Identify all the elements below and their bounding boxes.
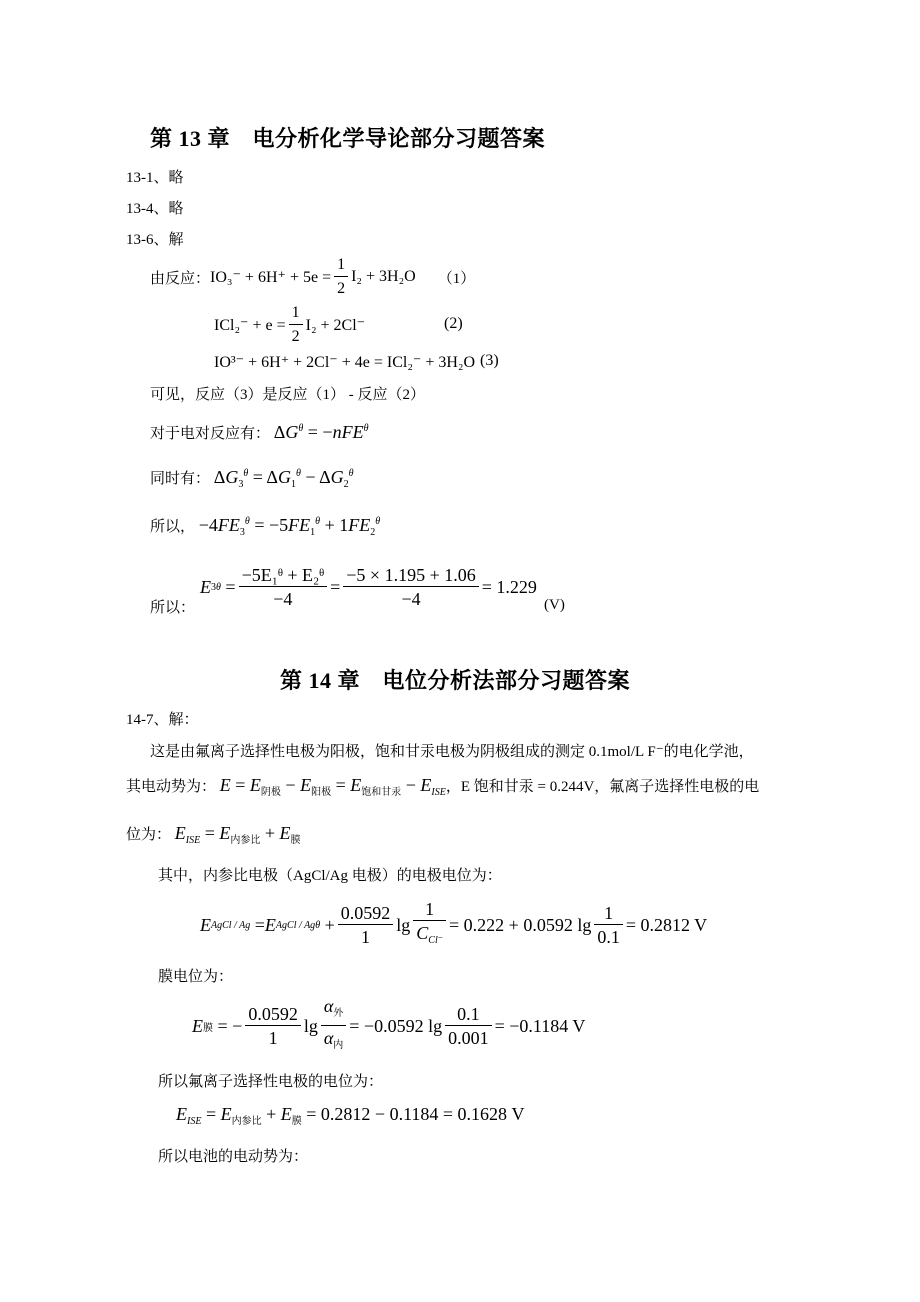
reaction-2-lhs: ICl₂⁻ + e = xyxy=(214,317,286,334)
e3-equation: E 3 θ = $\frac{\text{−5E₁ᶿ + E₂ᶿ}}{-4}$ = $\frac{-5 \times 1.195 + 1.06}{-4}$ = 1.229 xyxy=(200,564,537,609)
item-14-7: 14-7、解： xyxy=(126,712,199,728)
reaction-2-rhs: I₂ + 2Cl⁻ xyxy=(305,317,366,334)
note-label: 对于电对反应有： xyxy=(150,426,271,442)
tenth-fraction xyxy=(594,903,623,948)
ise-equation: $E_{ISE} = E_{内参比} + E_膜$ xyxy=(174,823,301,846)
alpha-fraction xyxy=(321,996,346,1057)
agcl-intro: 其中，内参比电极（AgCl/Ag 电极）的电极电位为： xyxy=(158,868,502,884)
reaction-prefix: 由反应： xyxy=(150,270,211,287)
ise-result: = 0.2812 − 0.1184 = 0.1628 V xyxy=(306,1104,525,1124)
item-label: 13-6、解 xyxy=(126,232,184,248)
gibbs-sum xyxy=(150,467,354,490)
half-fraction xyxy=(289,303,303,348)
paragraph-cell: 这是由氟离子选择性电极为阳极，饱和甘汞电极为阴极组成的测定 0.1mol/L F⁻的电化学池， xyxy=(150,744,754,760)
e3-fraction-1 xyxy=(239,565,328,610)
lg-label: lg xyxy=(396,914,411,935)
reaction-3-number: (3) xyxy=(480,352,499,369)
frac-den: $C_{Cl^-}$ xyxy=(416,922,444,946)
emf-equation: $E = E_{阴极} - E_{阳极} = E_{饱和甘汞} - E_{ISE}$ xyxy=(219,775,446,798)
chapter-14-title: 第 14 章 电位分析法部分习题答案 xyxy=(280,668,631,693)
membrane-result: = −0.1184 V xyxy=(494,1015,586,1036)
gibbs-relation xyxy=(150,422,369,443)
note-relation: 可见，反应（3）是反应（1） - 反应（2） xyxy=(150,387,425,403)
frac-num: 0.0592 xyxy=(338,903,394,925)
frac-den: 1 xyxy=(361,926,371,947)
emf-tail: ，E 饱和甘汞 = 0.244V，氟离子选择性电极的电 xyxy=(445,779,760,795)
frac-den: 1 xyxy=(268,1027,278,1048)
note-label: 同时有： xyxy=(150,471,211,487)
frac-num: 1 xyxy=(594,903,623,925)
frac-den: 0.1 xyxy=(597,926,620,947)
note-label: 所以， xyxy=(150,519,196,535)
reaction-2-number: (2) xyxy=(444,315,463,332)
cl-fraction xyxy=(413,899,446,952)
frac-num: $\alpha_外$ xyxy=(321,996,346,1026)
frac-num: 1 xyxy=(289,303,303,325)
reaction-1-lhs: IO₃⁻ + 6H⁺ + 5e = xyxy=(210,269,332,286)
agcl-mid: = 0.222 + 0.0592 lg xyxy=(449,914,592,935)
agcl-result: = 0.2812 V xyxy=(625,914,708,935)
frac-num: 1 xyxy=(413,899,446,921)
emf-line xyxy=(126,775,759,798)
ise-intro: 所以氟离子选择性电极的电位为： xyxy=(158,1074,384,1090)
item-13-1 xyxy=(126,166,184,187)
e3-label: 所以： xyxy=(150,600,196,616)
gibbs-sum-equation: $\Delta G_3^\theta = \Delta G_1^\theta - \Delta G_2^\theta$ xyxy=(213,467,354,490)
frac-num: −5E₁ᶿ + E₂ᶿ xyxy=(239,565,328,587)
reaction-1-rhs: I₂ + 3H₂O xyxy=(351,268,416,285)
membrane-intro: 膜电位为： xyxy=(158,969,234,985)
frac-num: 0.1 xyxy=(445,1004,492,1026)
chapter-13-title: 第 13 章 电分析化学导论部分习题答案 xyxy=(150,126,546,151)
reaction-1 xyxy=(150,252,475,302)
frac-den: $\alpha_内$ xyxy=(323,1027,344,1051)
frac-num: 1 xyxy=(334,255,348,277)
reaction-2 xyxy=(214,300,365,350)
gibbs-equation: $\Delta G^\theta = -nFE^\theta$ xyxy=(273,422,369,442)
reaction-number: （1） xyxy=(437,270,476,287)
half-fraction xyxy=(334,255,348,300)
item-13-6 xyxy=(126,228,184,249)
membrane-equation: E 膜 = − $\frac{0.0592}{1}$ lg $\frac{\alpha_外}{\alpha_内}$ = −0.0592 lg $\frac{0.1}{0.001}$ = −0.1184 V xyxy=(192,998,585,1054)
e3-result: = 1.229 xyxy=(481,576,537,597)
k-fraction xyxy=(245,1004,301,1049)
ratio-fraction xyxy=(445,1004,492,1049)
emf-label: 其电动势为： xyxy=(126,779,217,795)
frac-num: −5 × 1.195 + 1.06 xyxy=(343,565,478,587)
ise-line xyxy=(126,823,301,846)
c-symbol: C xyxy=(416,922,429,943)
item-13-4 xyxy=(126,197,184,218)
k-fraction xyxy=(338,903,394,948)
frac-den: −4 xyxy=(401,588,421,609)
frac-den: 0.001 xyxy=(448,1027,489,1048)
potential-equation: $-4FE_3^\theta = -5FE_1^\theta + 1FE_2^\theta$ xyxy=(198,515,381,538)
item-label: 13-4、略 xyxy=(126,201,184,217)
frac-den: 2 xyxy=(337,279,346,297)
emf-intro: 所以电池的电动势为： xyxy=(158,1149,309,1165)
potential-relation xyxy=(150,515,380,538)
item-label: 13-1、略 xyxy=(126,170,184,186)
e3-unit: (V) xyxy=(544,597,565,613)
membrane-mid: = −0.0592 lg xyxy=(349,1015,443,1036)
agcl-equation: E AgCl / Ag = E AgCl / Ag θ + $\frac{0.0592}{1}$ lg $\frac{1}{C_{Cl^-}}$ = 0.222 + 0.0592 lg $\frac{1}{0.1}$ = 0.2812 V xyxy=(200,895,707,955)
ise-label: 位为： xyxy=(126,827,172,843)
frac-num: 0.0592 xyxy=(245,1004,301,1026)
frac-den: 2 xyxy=(291,327,300,345)
lg-label: lg xyxy=(303,1015,318,1036)
frac-den: −4 xyxy=(273,588,293,609)
e3-fraction-2 xyxy=(343,565,478,610)
reaction-3: IO³⁻ + 6H⁺ + 2Cl⁻ + 4e = ICl₂⁻ + 3H₂O xyxy=(214,354,476,371)
ise-result-equation: $E_{ISE} = E_{内参比} + E_膜 = 0.2812 - 0.1184 = 0.1628$ V xyxy=(176,1104,525,1127)
